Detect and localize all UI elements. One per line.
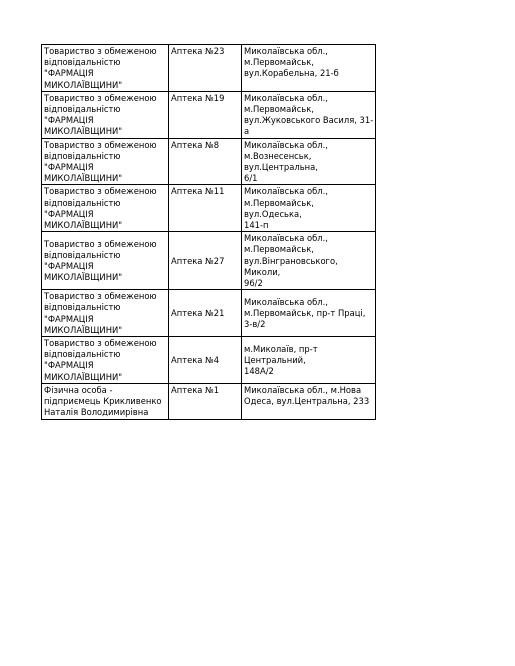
address-cell: Миколаївська обл., м.Первомайськ, вул.Жуковського Василя, 31-а xyxy=(242,91,376,138)
owner-cell: Товариство з обмеженою відповідальністю "ФАРМАЦІЯ МИКОЛАЇВЩИНИ" xyxy=(42,337,169,384)
pharmacy-name-cell: Аптека №23 xyxy=(169,45,242,92)
owner-cell: Товариство з обмеженою відповідальністю "ФАРМАЦІЯ МИКОЛАЇВЩИНИ" xyxy=(42,185,169,232)
table-row xyxy=(42,185,376,232)
address-cell: м.Миколаїв, пр-т Центральний, 148А/2 xyxy=(242,337,376,384)
pharmacy-name-cell: Аптека №27 xyxy=(169,232,242,290)
table-row xyxy=(42,138,376,185)
owner-cell: Товариство з обмеженою відповідальністю "ФАРМАЦІЯ МИКОЛАЇВЩИНИ" xyxy=(42,45,169,92)
owner-cell: Товариство з обмеженою відповідальністю "ФАРМАЦІЯ МИКОЛАЇВЩИНИ" xyxy=(42,138,169,185)
table-row xyxy=(42,383,376,419)
table-row xyxy=(42,290,376,337)
address-cell: Миколаївська обл., м.Вознесенськ, вул.Центральна, 6/1 xyxy=(242,138,376,185)
pharmacy-name-cell: Аптека №4 xyxy=(169,337,242,384)
pharmacy-name-cell: Аптека №8 xyxy=(169,138,242,185)
address-cell: Миколаївська обл., м.Нова Одеса, вул.Центральна, 233 xyxy=(242,383,376,419)
pharmacy-name-cell: Аптека №1 xyxy=(169,383,242,419)
pharmacy-table xyxy=(41,44,376,420)
owner-cell: Фізична особа - підприємець Крикливенко Наталія Володимирівна xyxy=(42,383,169,419)
address-cell: Миколаївська обл., м.Первомайськ, вул.Вінграновського, Миколи, 96/2 xyxy=(242,232,376,290)
owner-cell: Товариство з обмеженою відповідальністю "ФАРМАЦІЯ МИКОЛАЇВЩИНИ" xyxy=(42,91,169,138)
pharmacy-name-cell: Аптека №11 xyxy=(169,185,242,232)
address-cell: Миколаївська обл., м.Первомайськ, пр-т Праці, 3-в/2 xyxy=(242,290,376,337)
owner-cell: Товариство з обмеженою відповідальністю "ФАРМАЦІЯ МИКОЛАЇВЩИНИ" xyxy=(42,290,169,337)
table-row xyxy=(42,337,376,384)
address-cell: Миколаївська обл., м.Первомайськ, вул.Одеська, 141-п xyxy=(242,185,376,232)
pharmacy-name-cell: Аптека №21 xyxy=(169,290,242,337)
table-row xyxy=(42,91,376,138)
address-cell: Миколаївська обл., м.Первомайськ, вул.Корабельна, 21-б xyxy=(242,45,376,92)
owner-cell: Товариство з обмеженою відповідальністю "ФАРМАЦІЯ МИКОЛАЇВЩИНИ" xyxy=(42,232,169,290)
pharmacy-name-cell: Аптека №19 xyxy=(169,91,242,138)
table-row xyxy=(42,45,376,92)
table-row xyxy=(42,232,376,290)
